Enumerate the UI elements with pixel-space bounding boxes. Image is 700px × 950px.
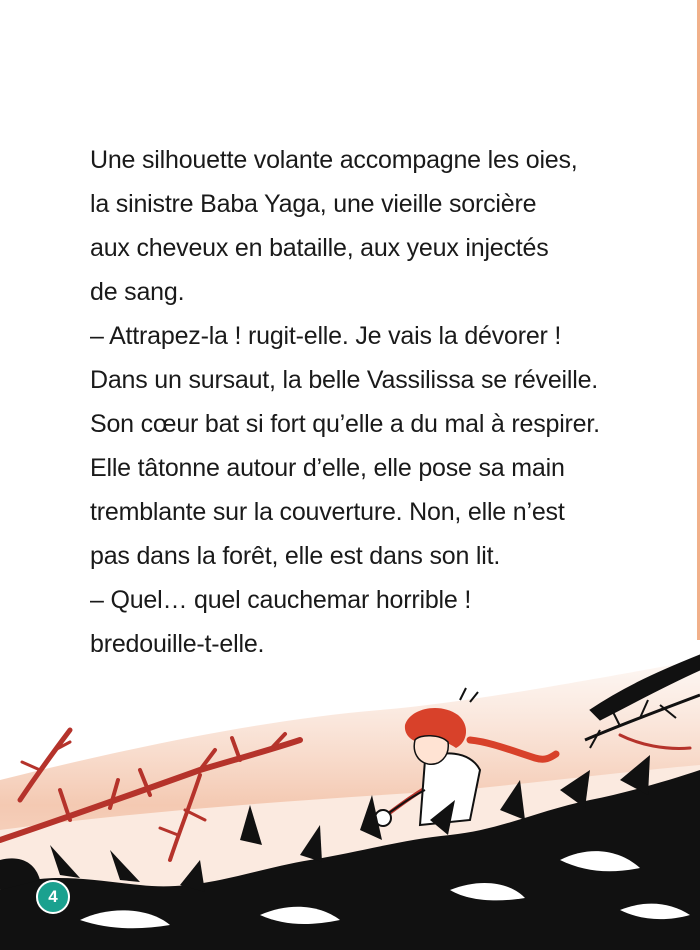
story-line: Une silhouette volante accompagne les oies, xyxy=(90,146,578,174)
story-text xyxy=(90,138,670,666)
thorns-illustration xyxy=(0,630,700,950)
story-line: la sinistre Baba Yaga, une vieille sorcière xyxy=(90,190,537,218)
face xyxy=(414,736,448,765)
story-line: – Quel… quel cauchemar horrible ! xyxy=(90,586,472,614)
story-line: Elle tâtonne autour d’elle, elle pose sa main xyxy=(90,454,565,482)
story-line: aux cheveux en bataille, aux yeux injectés xyxy=(90,234,549,262)
story-line: de sang. xyxy=(90,278,185,306)
story-line: tremblante sur la couverture. Non, elle n’est xyxy=(90,498,565,526)
story-line: Dans un sursaut, la belle Vassilissa se réveille. xyxy=(90,366,599,394)
story-line: bredouille-t-elle. xyxy=(90,630,265,658)
page-number-badge: 4 xyxy=(36,880,70,914)
story-line: pas dans la forêt, elle est dans son lit. xyxy=(90,542,501,570)
story-line: – Attrapez-la ! rugit-elle. Je vais la dévorer ! xyxy=(90,322,562,350)
story-line: Son cœur bat si fort qu’elle a du mal à respirer. xyxy=(90,410,600,438)
